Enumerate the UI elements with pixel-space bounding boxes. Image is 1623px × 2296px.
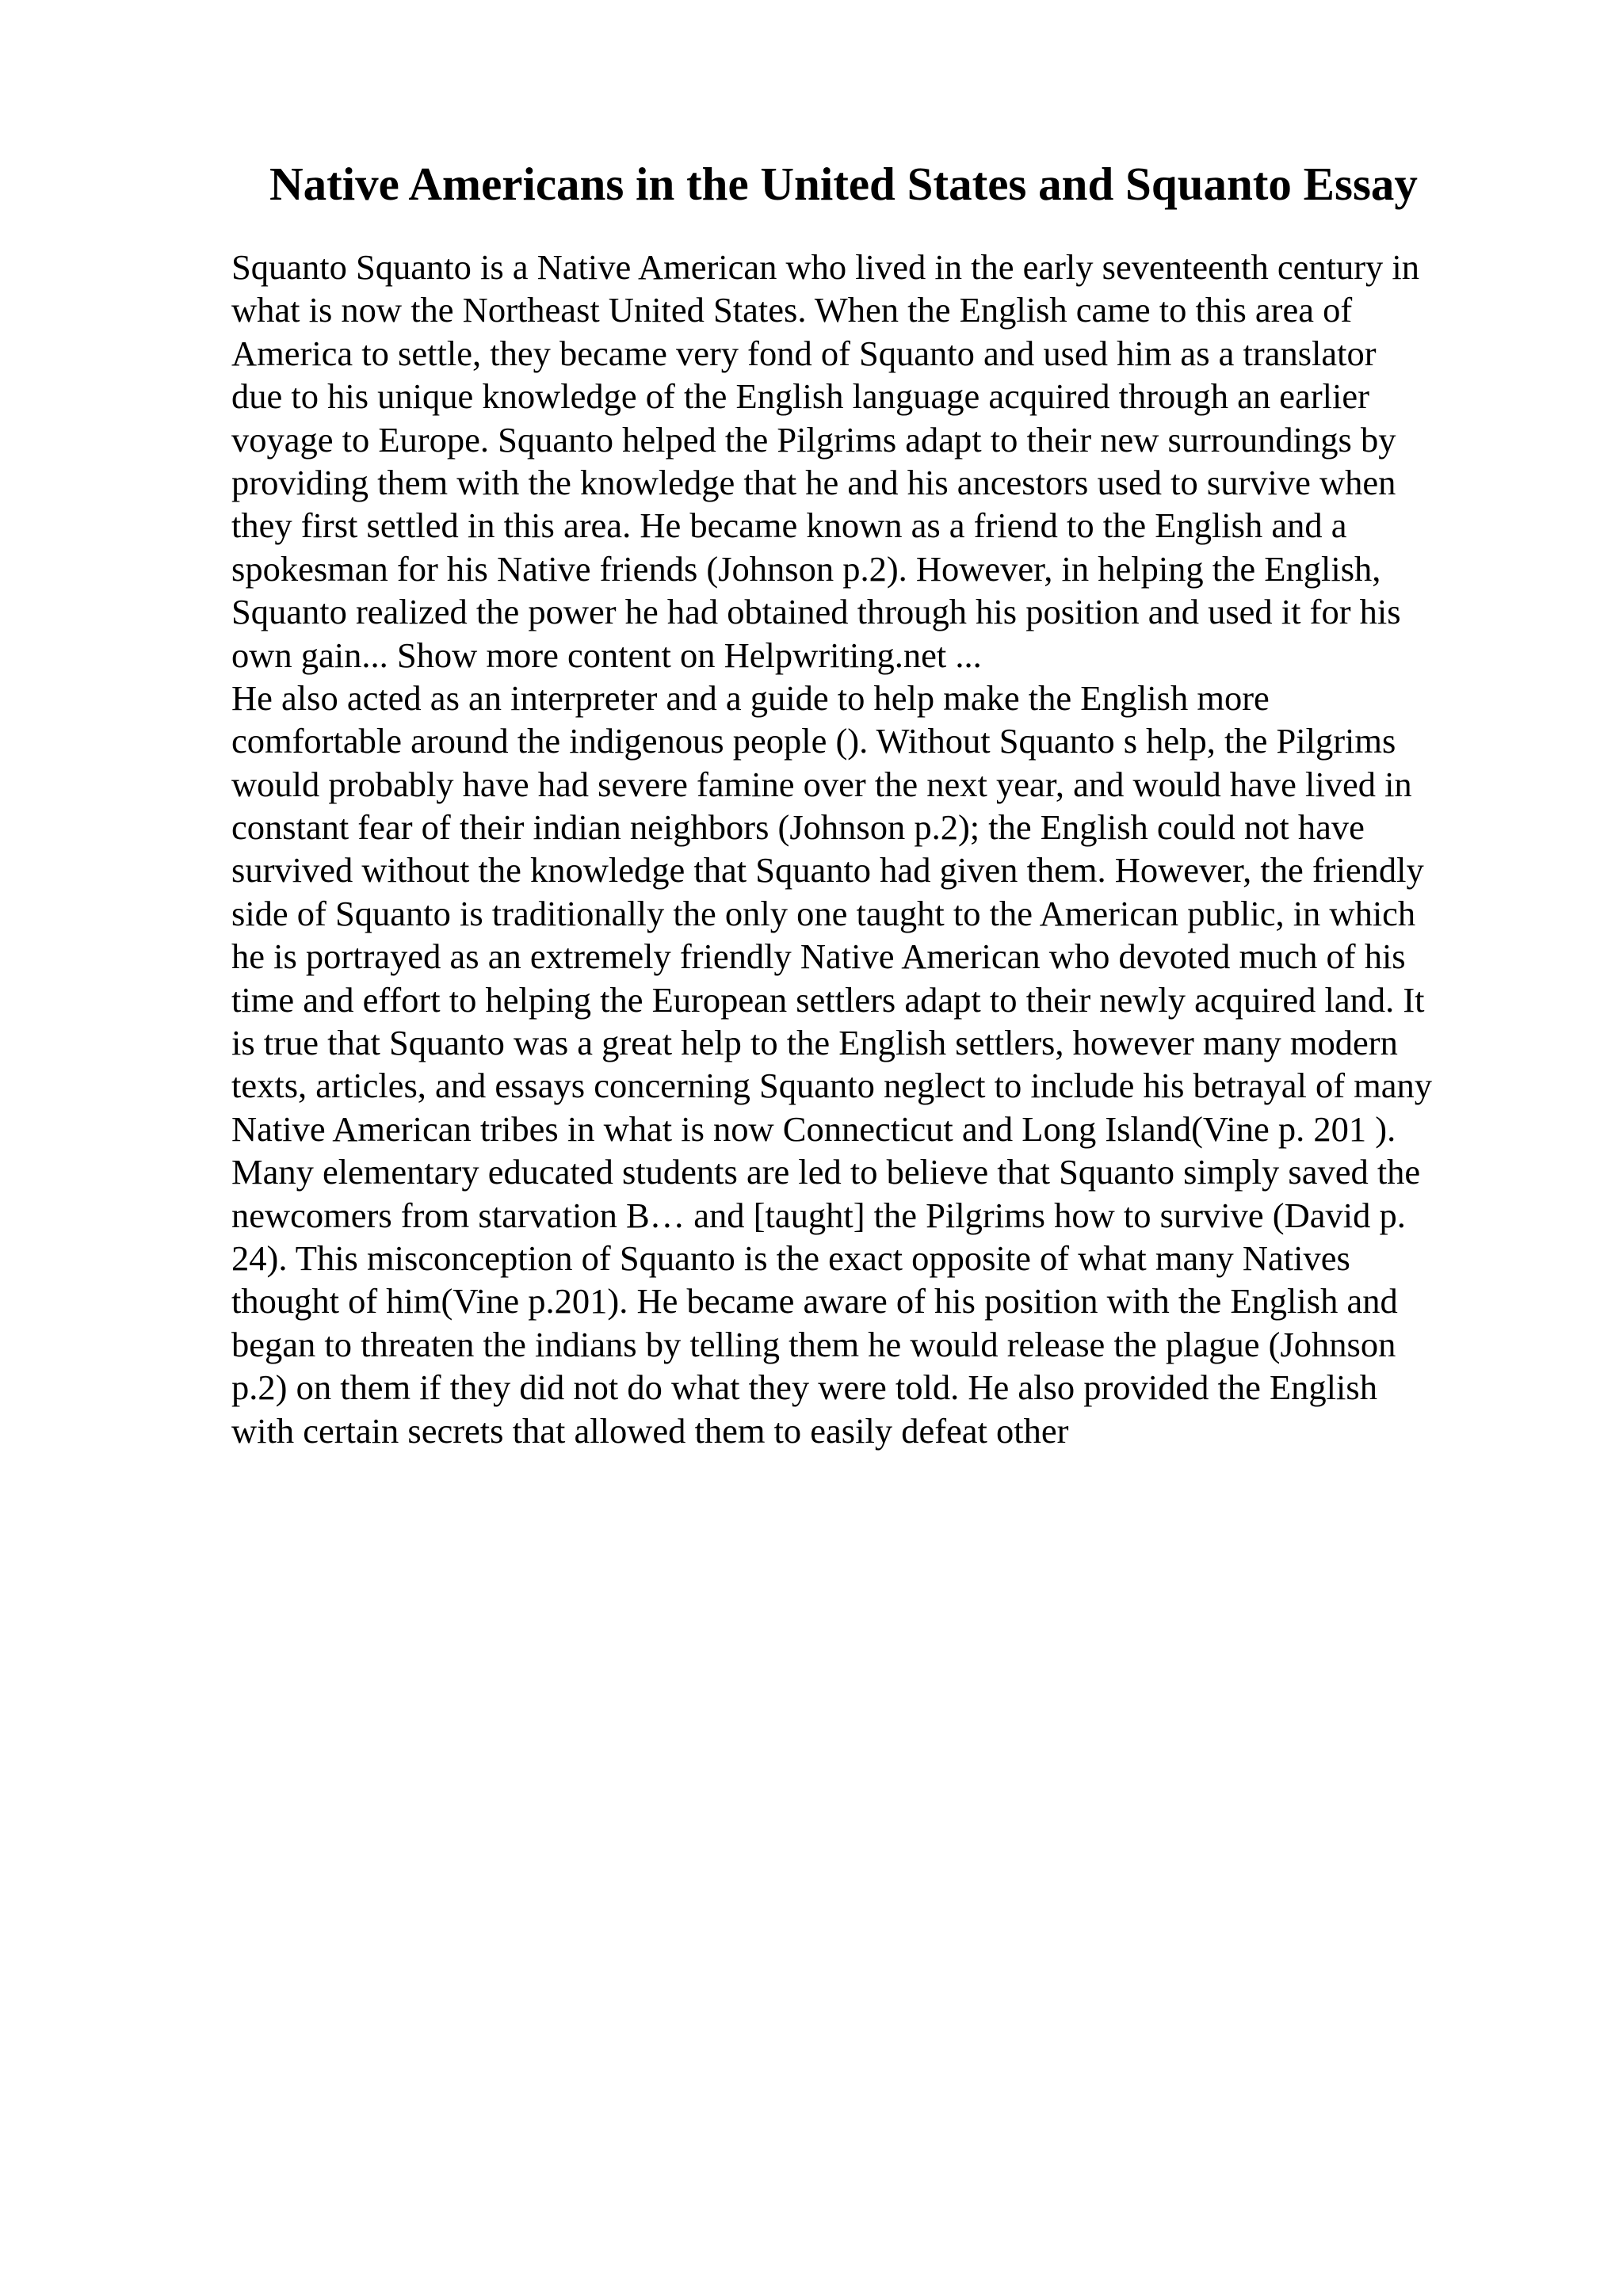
essay-line: Squanto realized the power he had obtained through his position and used it for his — [231, 592, 1401, 632]
essay-line: began to threaten the indians by telling them he would release the plague (Johnson — [231, 1324, 1396, 1364]
essay-line: texts, articles, and essays concerning Squanto neglect to include his betrayal of many — [231, 1066, 1433, 1106]
essay-line: newcomers from starvation B… and [taught] the Pilgrims how to survive (David p. — [231, 1195, 1406, 1235]
essay-line: voyage to Europe. Squanto helped the Pilgrims adapt to their new surroundings by — [231, 419, 1396, 460]
essay-body — [231, 246, 1563, 1452]
essay-line: is true that Squanto was a great help to the English settlers, however many modern — [231, 1023, 1398, 1063]
essay-line: side of Squanto is traditionally the only one taught to the American public, in which — [231, 893, 1416, 933]
essay-line: 24). This misconception of Squanto is the exact opposite of what many Natives — [231, 1238, 1350, 1278]
essay-line: would probably have had severe famine over the next year, and would have lived in — [231, 764, 1412, 804]
essay-line: He also acted as an interpreter and a guide to help make the English more — [231, 677, 1270, 718]
essay-line: due to his unique knowledge of the English language acquired through an earlier — [231, 376, 1369, 417]
essay-line: what is now the Northeast United States. When the English came to this area of — [231, 290, 1353, 330]
essay-line: providing them with the knowledge that he and his ancestors used to survive when — [231, 462, 1396, 502]
essay-line: he is portrayed as an extremely friendly Native American who devoted much of his — [231, 936, 1406, 977]
essay-line: spokesman for his Native friends (Johnson p.2). However, in helping the English, — [231, 548, 1381, 589]
essay-line: Many elementary educated students are led to believe that Squanto simply saved the — [231, 1152, 1421, 1192]
essay-line: p.2) on them if they did not do what they were told. He also provided the English — [231, 1367, 1377, 1408]
essay-line: they first settled in this area. He became known as a friend to the English and a — [231, 505, 1347, 546]
essay-line: survived without the knowledge that Squanto had given them. However, the friendly — [231, 850, 1424, 891]
document-title: Native Americans in the United States and Squanto Essay — [269, 158, 1418, 210]
essay-line: with certain secrets that allowed them to easily defeat other — [231, 1410, 1069, 1451]
essay-line: constant fear of their indian neighbors (Johnson p.2); the English could not have — [231, 807, 1365, 848]
essay-line: Squanto Squanto is a Native American who lived in the early seventeenth century in — [231, 247, 1420, 287]
essay-line: thought of him(Vine p.201). He became aware of his position with the English and — [231, 1281, 1398, 1322]
essay-line: Native American tribes in what is now Connecticut and Long Island(Vine p. 201 ). — [231, 1108, 1396, 1149]
essay-line: America to settle, they became very fond of Squanto and used him as a translator — [231, 333, 1377, 373]
essay-line: own gain... Show more content on Helpwriting.net ... — [231, 635, 982, 675]
essay-line: time and effort to helping the European settlers adapt to their newly acquired land. It — [231, 979, 1425, 1020]
essay-line: comfortable around the indigenous people (). Without Squanto s help, the Pilgrims — [231, 721, 1396, 761]
